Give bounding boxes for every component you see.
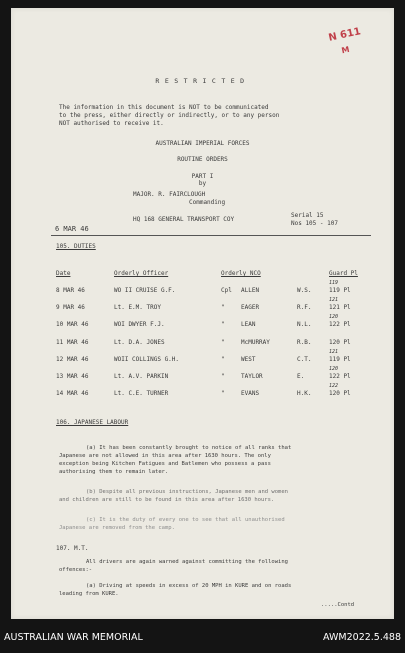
duty-nco-rank: Cpl — [221, 287, 232, 294]
duty-nco: McMURRAY — [241, 339, 270, 346]
duty-nco-initials: C.T. — [297, 356, 312, 363]
duty-nco-initials: E. — [297, 373, 305, 380]
para-106c-line-1: (c) It is the duty of every one to see that all unauthorised — [86, 517, 285, 523]
duty-guard: 121 Pl — [329, 304, 351, 311]
duty-handwritten-note: 120 — [329, 366, 339, 372]
orders-title: ROUTINE ORDERS — [177, 156, 228, 163]
header-rule — [51, 235, 371, 236]
duty-guard: 120 Pl — [329, 339, 351, 346]
duty-guard: 119 Pl — [329, 356, 351, 363]
duty-nco-initials: R.F. — [297, 304, 312, 311]
duty-nco-rank: " — [221, 356, 225, 363]
serial-number: Serial 15 — [291, 212, 324, 219]
duty-row-4 — [11, 340, 394, 348]
document-page — [11, 8, 394, 619]
duty-row-5 — [11, 349, 394, 365]
duty-nco: WEST — [241, 356, 256, 363]
col-header-officer: Orderly Officer — [114, 270, 169, 277]
duty-nco: EVANS — [241, 390, 260, 397]
unit-name: HQ 168 GENERAL TRANSPORT COY — [133, 216, 235, 223]
duty-nco-rank: " — [221, 339, 225, 346]
duty-officer: Lt. C.E. TURNER — [114, 390, 169, 397]
duty-date: 13 MAR 46 — [56, 373, 89, 380]
section-105-title: 105. DUTIES — [56, 243, 96, 250]
order-date: 6 MAR 46 — [55, 225, 89, 233]
duty-guard: 119 Pl — [329, 287, 351, 294]
duty-nco: TAYLOR — [241, 373, 263, 380]
duty-handwritten-note: 120 — [329, 314, 339, 320]
para-107a-line-2: leading from KURE. — [59, 591, 119, 597]
notice-line-1: The information in this document is NOT to be communicated — [59, 104, 269, 111]
duty-date: 8 MAR 46 — [56, 287, 85, 294]
stamp-number: N 611 — [327, 26, 362, 44]
duty-officer: WOII COLLINGS G.H. — [114, 356, 180, 363]
duty-nco: LEAN — [241, 321, 256, 328]
para-106b-line-2: and children are still to be found in this area after 1630 hours. — [59, 497, 275, 503]
notice-line-3: NOT authorised to receive it. — [59, 120, 164, 127]
para-106b-line-1: (b) Despite all previous instructions, Japanese men and women — [86, 489, 288, 495]
duty-nco-initials: R.B. — [297, 339, 312, 346]
duty-nco-rank: " — [221, 390, 225, 397]
duty-row-3 — [11, 314, 394, 330]
para-106a-line-3: exception being Kitchen Fatigues and Batlemen who possess a pass — [59, 461, 271, 467]
duty-handwritten-note: 121 — [329, 349, 339, 355]
commanding-label: Commanding — [189, 199, 226, 206]
duty-handwritten-note: 119 — [329, 280, 339, 286]
para-106a-line-1: (a) It has been constantly brought to notice of all ranks that — [86, 445, 292, 451]
duty-nco-initials: N.L. — [297, 321, 312, 328]
duty-date: 14 MAR 46 — [56, 390, 89, 397]
section-107-title: 107. M.T. — [56, 545, 89, 552]
classification-heading: RESTRICTED — [155, 77, 250, 85]
duty-nco-initials: W.S. — [297, 287, 312, 294]
duty-officer: Lt. D.A. JONES — [114, 339, 165, 346]
para-106c-line-2: Japanese are removed from the camp. — [59, 525, 175, 531]
duty-guard: 120 Pl — [329, 390, 351, 397]
para-106a-line-4: authorising them to remain later. — [59, 469, 169, 475]
col-header-nco: Orderly NCO — [221, 270, 261, 277]
duty-handwritten-note: 122 — [329, 383, 339, 389]
duty-officer: Lt. E.M. TROY — [114, 304, 161, 311]
duty-guard: 122 Pl — [329, 321, 351, 328]
commander-name: MAJOR. R. FAIRCLOUGH — [133, 191, 206, 198]
duty-date: 11 MAR 46 — [56, 339, 89, 346]
duty-nco-rank: " — [221, 304, 225, 311]
duty-nco: ALLEN — [241, 287, 260, 294]
para-107-line-2: offences:- — [59, 567, 93, 573]
duty-nco-rank: " — [221, 321, 225, 328]
order-numbers: Nos 105 - 107 — [291, 220, 338, 227]
duty-officer: WOI DWYER F.J. — [114, 321, 165, 328]
archive-reference: AWM2022.5.488 — [323, 632, 401, 643]
stamp-mark: M — [340, 44, 351, 56]
continued-marker: .....Contd — [321, 602, 355, 608]
duty-officer: Lt. A.V. PARKIN — [114, 373, 169, 380]
notice-line-2: to the press, either directly or indirectly, or to any person — [59, 112, 280, 119]
duty-row-1 — [11, 280, 394, 296]
para-106a-line-2: Japanese are not allowed in this area after 1630 hours. The only — [59, 453, 271, 459]
part-label: PART I — [191, 173, 214, 180]
duty-date: 12 MAR 46 — [56, 356, 89, 363]
duty-row-2 — [11, 297, 394, 313]
registry-stamp — [328, 24, 379, 70]
by-label: by — [198, 180, 207, 187]
duty-nco-rank: " — [221, 373, 225, 380]
section-106-title: 106. JAPANESE LABOUR — [56, 419, 129, 426]
duty-row-6 — [11, 366, 394, 382]
para-107-line-1: All drivers are again warned against committing the following — [86, 559, 288, 565]
duty-handwritten-note: 121 — [329, 297, 339, 303]
duty-date: 10 MAR 46 — [56, 321, 89, 328]
col-header-date: Date — [56, 270, 71, 277]
col-header-guard: Guard Pl — [329, 270, 358, 277]
para-107a-line-1: (a) Driving at speeds in excess of 20 MPH in KURE and on roads — [86, 583, 292, 589]
archive-footer — [0, 622, 405, 653]
org-heading: AUSTRALIAN IMPERIAL FORCES — [155, 140, 250, 147]
duty-nco-initials: H.K. — [297, 390, 312, 397]
duty-date: 9 MAR 46 — [56, 304, 85, 311]
duty-nco: EAGER — [241, 304, 260, 311]
duty-officer: WO II CRUISE G.F. — [114, 287, 176, 294]
archive-name: AUSTRALIAN WAR MEMORIAL — [4, 632, 143, 643]
duty-guard: 122 Pl — [329, 373, 351, 380]
duty-row-7 — [11, 383, 394, 399]
